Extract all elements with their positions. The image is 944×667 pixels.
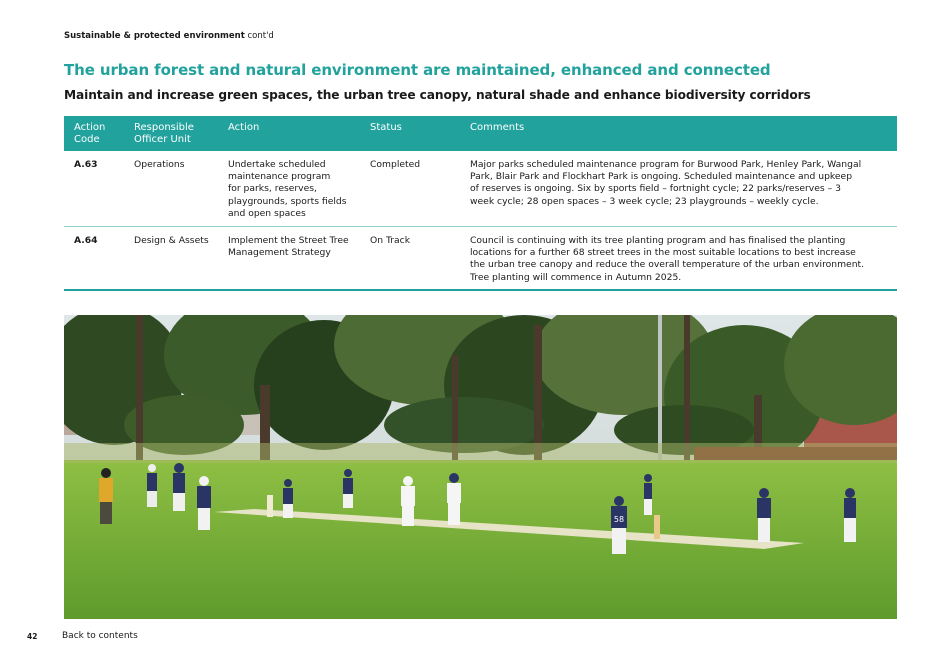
comment-line: Tree planting will commence in Autumn 2025. — [470, 271, 682, 283]
action-line: for parks, reserves, — [228, 183, 317, 195]
comments-text — [470, 235, 897, 289]
comment-line: Park, Blair Park and Flockhart Park is ongoing. Scheduled maintenance and upkeep — [470, 171, 853, 183]
action-line: Management Strategy — [228, 247, 331, 259]
action-line: Implement the Street Tree — [228, 235, 349, 246]
back-to-contents-link[interactable]: Back to contents — [62, 631, 138, 641]
section-label-rest: cont'd — [244, 31, 274, 41]
table-row — [64, 151, 897, 227]
action-line: playgrounds, sports fields — [228, 195, 347, 207]
action-code: A.64 — [74, 235, 98, 246]
stumps — [654, 515, 660, 539]
header-action: Action — [228, 122, 260, 133]
status-text: Completed — [370, 159, 421, 170]
section-label — [64, 31, 274, 41]
table-row — [64, 227, 897, 291]
cricket-park-illustration — [64, 315, 897, 619]
officer-unit: Design & Assets — [134, 235, 209, 246]
action-text — [228, 235, 370, 289]
comment-line: locations for a further 68 street trees in the most suitable locations to best increase — [470, 247, 856, 259]
action-text — [228, 159, 370, 226]
header-code-line: Code — [74, 134, 100, 145]
comment-line: Council is continuing with its tree planting program and has finalised the planting — [470, 235, 846, 246]
action-line: maintenance program — [228, 171, 331, 183]
comment-line: week cycle; 28 open spaces – 3 week cycle; 23 playgrounds – weekly cycle. — [470, 195, 819, 207]
comment-line: the urban tree canopy and reduce the overall temperature of the urban environment. — [470, 259, 865, 271]
table-header-row — [64, 116, 897, 151]
comment-line: of reserves is ongoing. Six by sports field – fortnight cycle; 22 parks/reserves – 3 — [470, 183, 841, 195]
page-subtitle: Maintain and increase green spaces, the urban tree canopy, natural shade and enhance biodiversity corridors — [64, 88, 811, 102]
light-pole — [658, 315, 662, 465]
comments-text — [470, 159, 897, 226]
page-title: The urban forest and natural environment are maintained, enhanced and connected — [64, 61, 771, 79]
player-number: 58 — [613, 515, 625, 524]
action-line: Undertake scheduled — [228, 159, 326, 170]
header-status: Status — [370, 122, 402, 133]
grass-field — [64, 460, 897, 619]
stumps — [267, 495, 273, 517]
section-label-bold: Sustainable & protected environment — [64, 31, 245, 41]
header-action-code — [64, 122, 134, 151]
comment-line: Major parks scheduled maintenance program for Burwood Park, Henley Park, Wangal — [470, 159, 862, 170]
header-unit-line: Officer Unit — [134, 134, 191, 145]
action-line: and open spaces — [228, 207, 306, 219]
status-text: On Track — [370, 235, 411, 246]
officer-unit: Operations — [134, 159, 185, 170]
tree-line — [64, 315, 897, 465]
action-code: A.63 — [74, 159, 98, 170]
header-comments: Comments — [470, 122, 525, 133]
far-field — [64, 443, 897, 463]
page-number: 42 — [27, 632, 38, 641]
header-responsible-unit — [134, 122, 228, 151]
header-unit-line: Responsible — [134, 122, 194, 133]
cricket-park-photo — [64, 315, 897, 619]
actions-table — [64, 116, 897, 291]
header-code-line: Action — [74, 122, 106, 133]
